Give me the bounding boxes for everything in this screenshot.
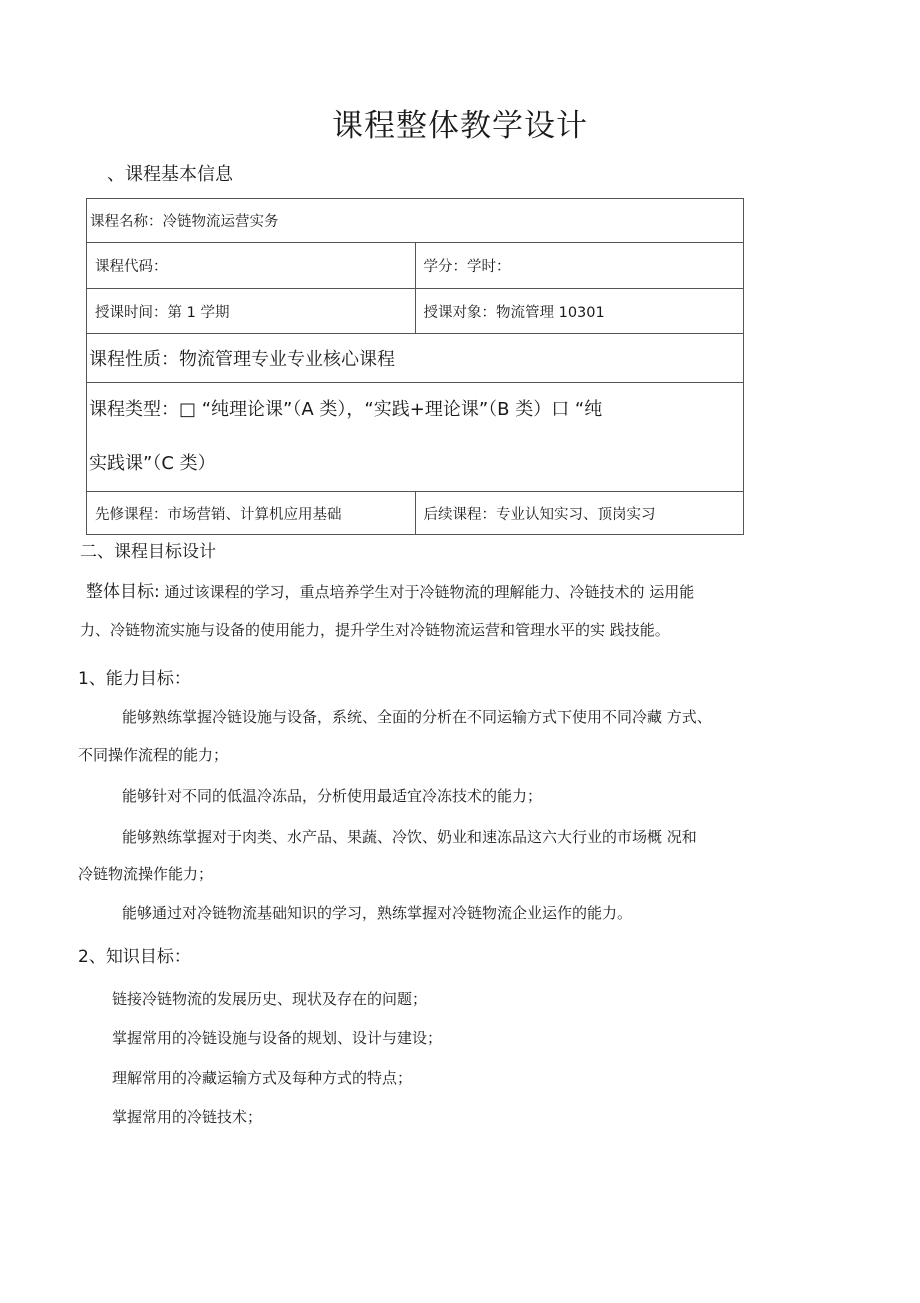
ability-item-3-line-1: 能够熟练掌握对于肉类、水产品、果蔬、冷饮、奶业和速冻品这六大行业的市场概 况和: [122, 828, 697, 846]
overall-goal-text-1: 通过该课程的学习，重点培养学生对于冷链物流的理解能力、冷链技术的 运用能: [164, 583, 695, 601]
table-row: [87, 492, 744, 535]
table-row: [87, 334, 744, 383]
overall-goal-text-2: 力、冷链物流实施与设备的使用能力，提升学生对冷链物流运营和管理水平的实 践技能。: [80, 621, 670, 639]
ability-item-1-line-2: 不同操作流程的能力；: [78, 746, 229, 764]
course-name-cell: 课程名称：冷链物流运营实务: [87, 199, 744, 243]
audience-cell: 授课对象：物流管理 10301: [415, 289, 744, 334]
course-type-line-1: 课程类型：□ “纯理论课”（A 类），“实践+理论课”（B 类）口 “纯: [89, 399, 603, 420]
prerequisite-cell: 先修课程：市场营销、计算机应用基础: [87, 492, 416, 535]
followup-cell: 后续课程：专业认知实习、顶岗实习: [415, 492, 744, 535]
document-title: 课程整体教学设计: [332, 108, 588, 144]
knowledge-item-2: 掌握常用的冷链设施与设备的规划、设计与建设；: [112, 1029, 443, 1047]
knowledge-item-3: 理解常用的冷藏运输方式及每种方式的特点；: [112, 1069, 413, 1087]
overall-goal-paragraph: [80, 573, 780, 649]
knowledge-item-4: 掌握常用的冷链技术；: [112, 1108, 263, 1126]
course-code-cell: 课程代码：: [87, 243, 416, 289]
ability-item-2: 能够针对不同的低温冷冻品，分析使用最适宜冷冻技术的能力；: [122, 787, 543, 805]
ability-item-1-line-1: 能够熟练掌握冷链设施与设备，系统、全面的分析在不同运输方式下使用不同冷藏 方式、: [122, 708, 712, 726]
knowledge-goal-heading: 2、知识目标：: [78, 947, 191, 967]
ability-goal-heading: 1、能力目标：: [78, 669, 191, 689]
ability-item-3-line-2: 冷链物流操作能力；: [78, 865, 214, 883]
term-cell: 授课时间：第 1 学期: [87, 289, 416, 334]
course-info-table: [86, 198, 744, 535]
overall-goal-label: 整体目标:: [86, 582, 160, 602]
table-row: [87, 243, 744, 289]
table-row: [87, 199, 744, 243]
course-type-cell: [87, 383, 744, 492]
knowledge-item-1: 链接冷链物流的发展历史、现状及存在的问题；: [112, 990, 428, 1008]
table-row: [87, 289, 744, 334]
credits-hours-cell: 学分：学时：: [415, 243, 744, 289]
course-type-line-2: 实践课”（C 类）: [89, 453, 216, 474]
section-heading-basic-info: 、课程基本信息: [107, 164, 233, 185]
ability-item-4: 能够通过对冷链物流基础知识的学习，熟练掌握对冷链物流企业运作的能力。: [122, 904, 633, 922]
course-nature-cell: 课程性质：物流管理专业专业核心课程: [87, 334, 744, 383]
section-heading-goals: 二、课程目标设计: [80, 542, 216, 562]
table-row: [87, 383, 744, 492]
